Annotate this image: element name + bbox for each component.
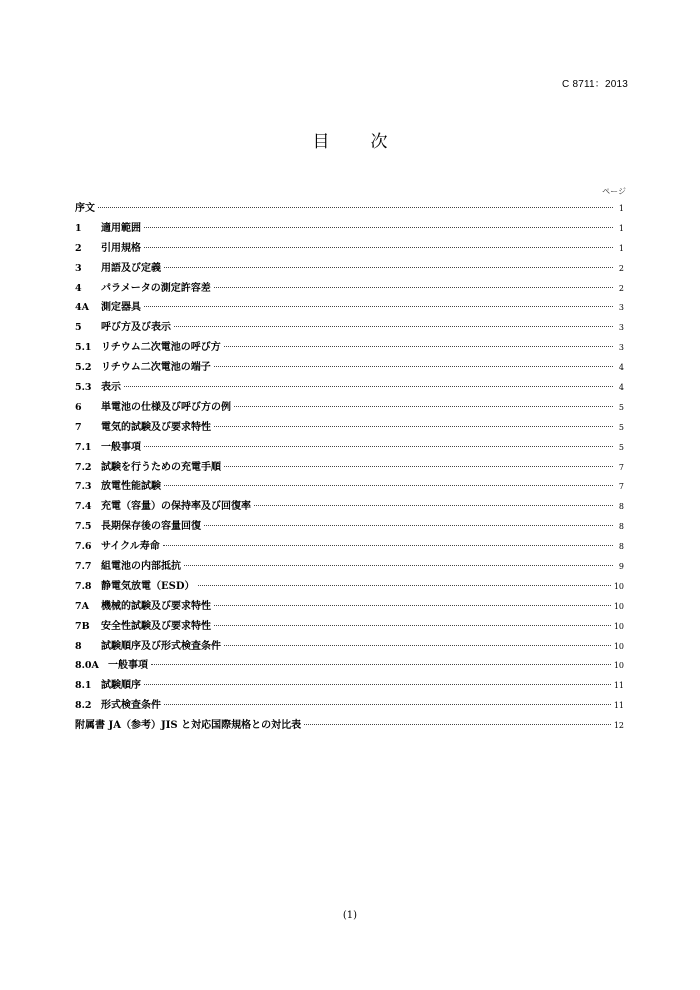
toc-entry-page: 7	[618, 462, 624, 472]
toc-entry[interactable]	[75, 378, 624, 398]
toc-entry[interactable]	[75, 676, 624, 696]
page-column-label: ページ	[602, 187, 626, 196]
toc-entry-number: 5.1	[75, 342, 92, 354]
toc-entry-label: 用語及び定義	[101, 262, 161, 274]
toc-entry-label: 引用規格	[101, 242, 141, 254]
toc-entry[interactable]	[75, 219, 624, 239]
toc-entry-label: 適用範囲	[101, 222, 141, 234]
toc-entry[interactable]	[75, 517, 624, 537]
page-title: 目 次	[312, 132, 400, 152]
toc-entry-page: 1	[618, 243, 624, 253]
toc-entry[interactable]	[75, 418, 624, 438]
dot-leader	[214, 625, 611, 626]
toc-entry[interactable]	[75, 358, 624, 378]
toc-entry-page: 7	[618, 482, 624, 492]
toc-entry-page: 5	[618, 442, 624, 452]
toc-entry-page: 1	[618, 204, 624, 213]
toc-entry-page: 8	[618, 542, 624, 552]
dot-leader	[98, 207, 613, 208]
dot-leader	[214, 605, 611, 606]
toc-entry-page: 10	[613, 601, 624, 611]
dot-leader	[224, 645, 611, 646]
toc-entry-label: 電気的試験及び要求特性	[101, 421, 211, 433]
toc-entry-label: 序文	[75, 203, 95, 214]
toc-entry-page: 10	[613, 641, 624, 651]
toc-entry-page: 3	[618, 323, 624, 333]
toc-entry[interactable]	[75, 477, 624, 497]
toc-entry-page: 3	[618, 343, 624, 353]
toc-entry-label: リチウム二次電池の呼び方	[101, 342, 221, 354]
toc-entry[interactable]	[75, 259, 624, 279]
toc-entry-page: 5	[618, 422, 624, 432]
toc-entry[interactable]	[75, 318, 624, 338]
toc-entry-label: パラメータの測定許容差	[101, 282, 211, 294]
toc-entry[interactable]	[75, 637, 624, 657]
toc-entry-page: 9	[618, 562, 624, 572]
dot-leader	[184, 565, 613, 566]
dot-leader	[164, 704, 611, 705]
toc-entry-number: 8	[75, 640, 82, 652]
dot-leader	[224, 346, 613, 347]
toc-entry-label: 放電性能試験	[101, 481, 161, 493]
dot-leader	[174, 326, 613, 327]
toc-entry-number: 8.0A	[75, 660, 99, 672]
toc-entry-label: 一般事項	[101, 441, 141, 453]
dot-leader	[224, 466, 613, 467]
toc-entry-number: 8.1	[75, 680, 92, 692]
toc-entry-page: 2	[618, 263, 624, 273]
toc-entry[interactable]	[75, 279, 624, 299]
toc-entry[interactable]	[75, 338, 624, 358]
dot-leader	[234, 406, 613, 407]
toc-entry-number: 1	[75, 222, 82, 234]
toc-entry-page: 4	[618, 383, 624, 393]
dot-leader	[304, 724, 611, 725]
toc-entry-number: 7.2	[75, 461, 92, 473]
dot-leader	[144, 306, 613, 307]
toc-entry-number: 7A	[75, 600, 89, 612]
toc-entry-page: 4	[618, 363, 624, 373]
dot-leader	[214, 426, 613, 427]
toc-entry[interactable]	[75, 298, 624, 318]
dot-leader	[144, 227, 613, 228]
toc-entry-label: 表示	[101, 382, 121, 394]
toc-entry[interactable]	[75, 438, 624, 458]
toc-entry-label: 機械的試験及び要求特性	[101, 600, 211, 612]
toc-entry[interactable]	[75, 716, 624, 736]
dot-leader	[144, 684, 611, 685]
toc-entry-page: 11	[613, 701, 624, 711]
toc-entry-number: 8.2	[75, 700, 92, 712]
toc-entry-number: 6	[75, 401, 82, 413]
toc-entry-label: 静電気放電（ESD）	[101, 580, 195, 592]
toc-entry-page: 2	[618, 283, 624, 293]
toc-entry[interactable]	[75, 557, 624, 577]
toc-entry-label: 附属書 JA（参考）JIS と対応国際規格との対比表	[75, 720, 302, 732]
toc-entry-number: 7.8	[75, 580, 92, 592]
toc-entry-number: 4	[75, 282, 82, 294]
toc-entry-number: 7.7	[75, 561, 92, 573]
toc-entry[interactable]	[75, 597, 624, 617]
toc-entry-number: 7.3	[75, 481, 92, 493]
toc-entry[interactable]	[75, 458, 624, 478]
toc-entry-number: 7.5	[75, 521, 92, 533]
dot-leader	[144, 446, 613, 447]
toc-entry-page: 12	[613, 721, 624, 731]
toc-entry-page: 10	[613, 621, 624, 631]
toc-entry[interactable]	[75, 656, 624, 676]
toc-entry-page: 3	[618, 303, 624, 313]
toc-entry-label: 一般事項	[108, 660, 148, 672]
page-number: (1)	[342, 910, 358, 921]
dot-leader	[214, 287, 613, 288]
table-of-contents	[75, 199, 624, 736]
toc-entry[interactable]	[75, 398, 624, 418]
toc-entry[interactable]	[75, 537, 624, 557]
toc-entry-number: 7B	[75, 620, 90, 632]
toc-entry-page: 11	[613, 681, 624, 691]
toc-entry-label: サイクル寿命	[101, 541, 160, 553]
toc-entry-page: 10	[613, 661, 624, 671]
toc-entry-number: 7.6	[75, 541, 92, 553]
toc-entry-label: 試験順序	[101, 680, 141, 692]
dot-leader	[214, 366, 613, 367]
toc-entry-label: 安全性試験及び要求特性	[101, 620, 211, 632]
dot-leader	[163, 545, 613, 546]
toc-entry-label: 呼び方及び表示	[101, 322, 171, 334]
dot-leader	[254, 505, 613, 506]
toc-entry-label: 充電（容量）の保持率及び回復率	[101, 501, 251, 513]
toc-entry[interactable]	[75, 199, 624, 219]
toc-entry-number: 2	[75, 242, 82, 254]
toc-entry-number: 3	[75, 262, 82, 274]
toc-entry-number: 7.1	[75, 441, 92, 453]
toc-entry-label: 単電池の仕様及び呼び方の例	[101, 401, 231, 413]
toc-entry-label: 組電池の内部抵抗	[101, 561, 181, 573]
toc-entry[interactable]	[75, 239, 624, 259]
toc-entry-number: 7.4	[75, 501, 92, 513]
dot-leader	[204, 525, 613, 526]
dot-leader	[164, 267, 613, 268]
toc-entry[interactable]	[75, 696, 624, 716]
toc-entry-label: リチウム二次電池の端子	[101, 362, 211, 374]
toc-entry-label: 長期保存後の容量回復	[101, 521, 201, 533]
dot-leader	[124, 386, 613, 387]
toc-entry-page: 10	[613, 581, 624, 591]
toc-entry-page: 5	[618, 402, 624, 412]
dot-leader	[144, 247, 613, 248]
toc-entry[interactable]	[75, 497, 624, 517]
toc-entry-label: 測定器具	[101, 302, 141, 314]
toc-entry-label: 形式検査条件	[101, 700, 161, 712]
toc-entry-label: 試験を行うための充電手順	[101, 461, 221, 473]
dot-leader	[164, 485, 613, 486]
toc-entry-page: 1	[618, 223, 624, 233]
toc-entry-label: 試験順序及び形式検査条件	[101, 640, 221, 652]
toc-entry[interactable]	[75, 577, 624, 597]
toc-entry-number: 5	[75, 322, 82, 334]
toc-entry[interactable]	[75, 617, 624, 637]
toc-entry-number: 5.3	[75, 382, 92, 394]
dot-leader	[151, 664, 611, 665]
dot-leader	[198, 585, 611, 586]
document-code: C 8711：2013	[562, 79, 628, 90]
toc-entry-page: 8	[618, 502, 624, 512]
toc-entry-number: 5.2	[75, 362, 92, 374]
toc-entry-number: 4A	[75, 302, 89, 314]
toc-entry-number: 7	[75, 421, 82, 433]
toc-entry-page: 8	[618, 522, 624, 532]
